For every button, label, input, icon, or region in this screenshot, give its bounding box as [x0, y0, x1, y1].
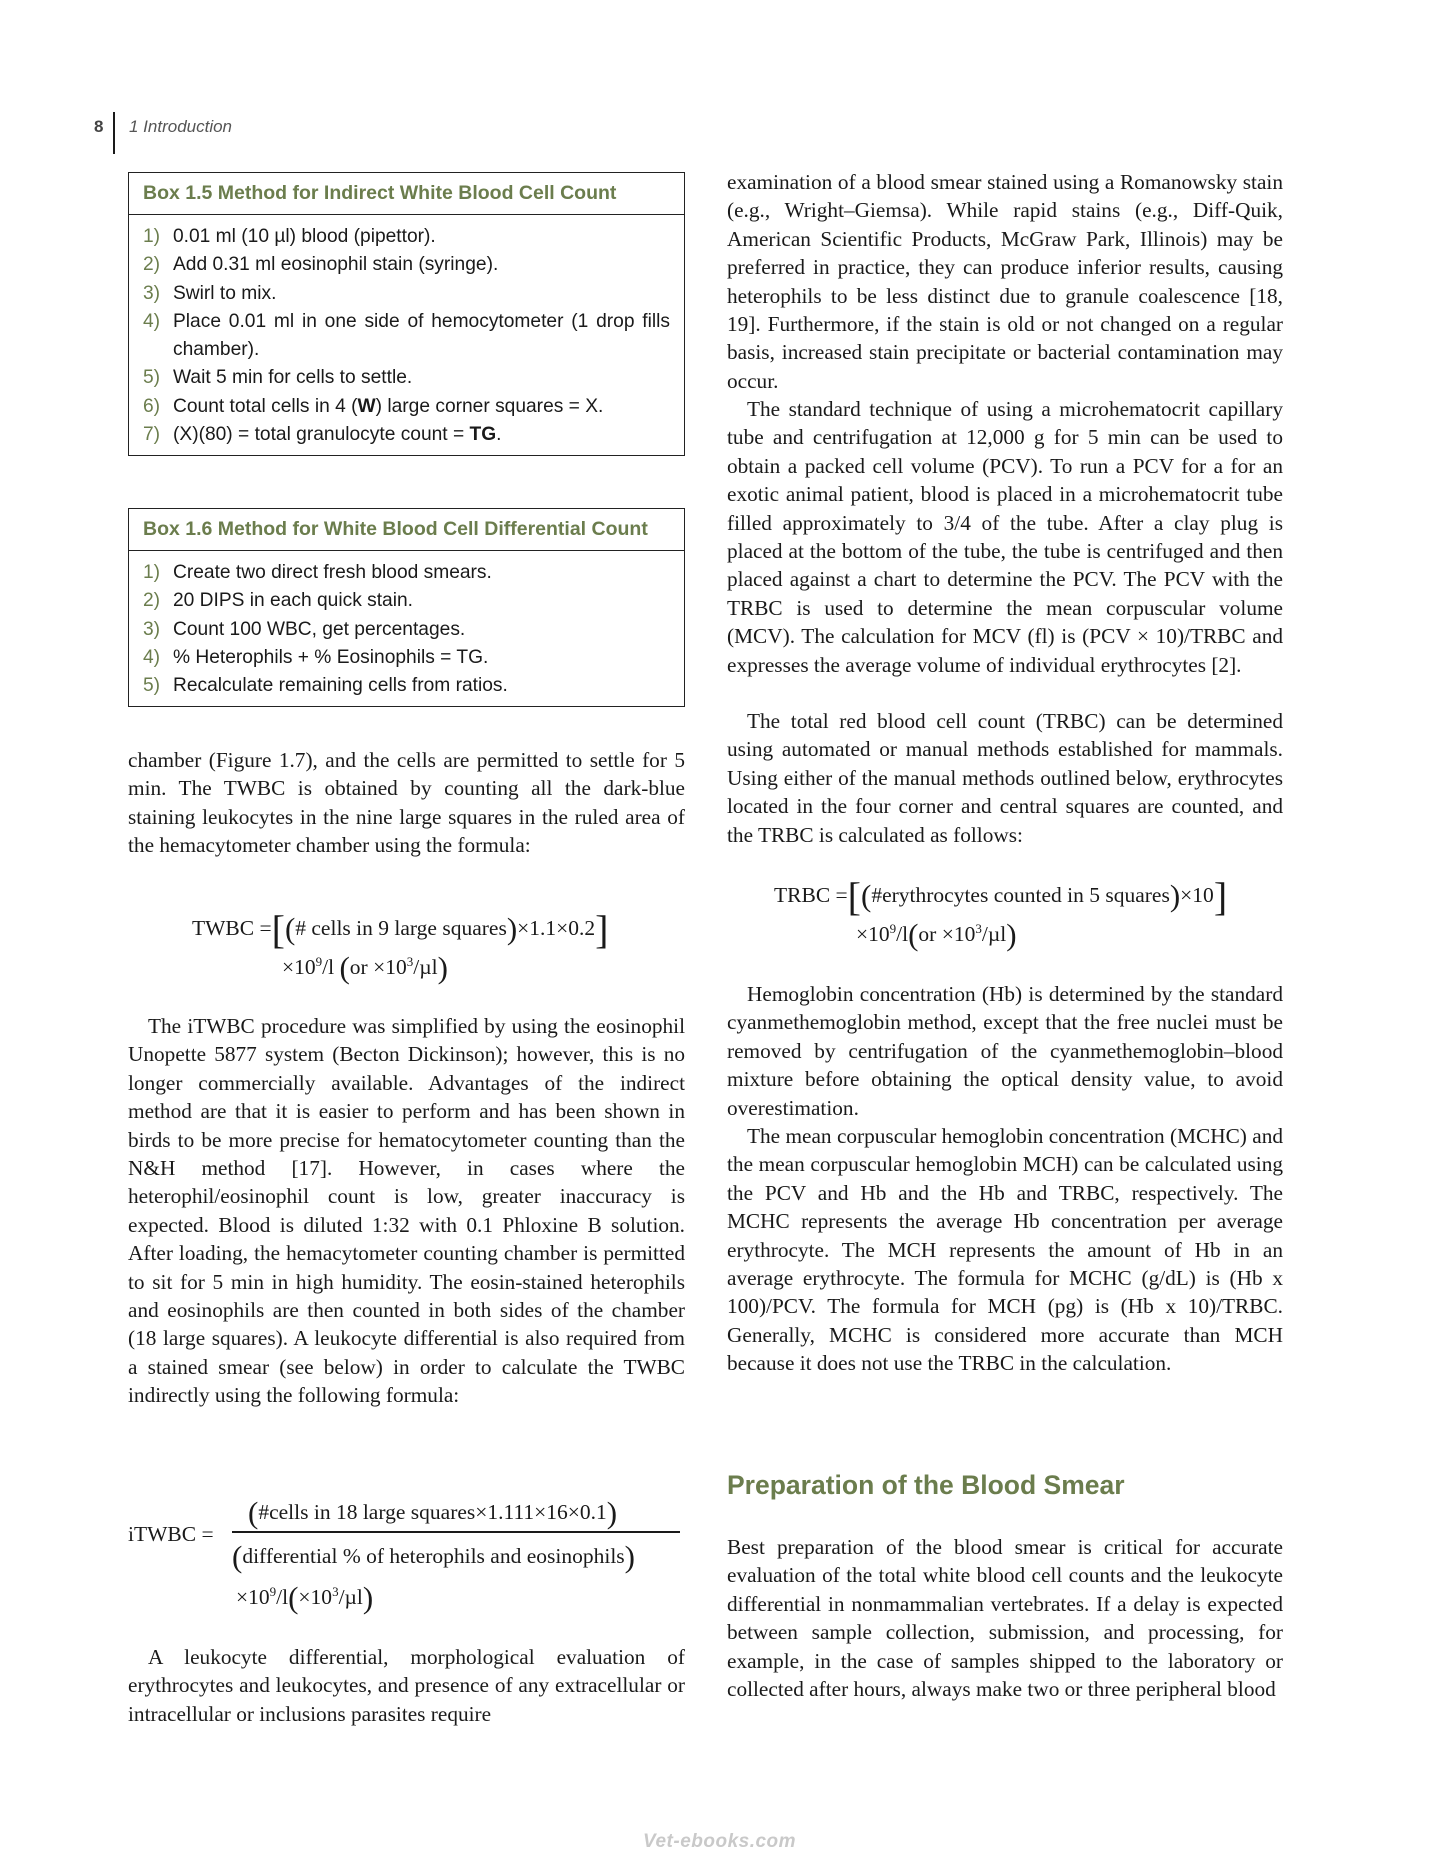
- box-1-6-title: Box 1.6 Method for White Blood Cell Differential Count: [129, 509, 684, 551]
- list-item: 1) 0.01 ml (10 µl) blood (pipettor).: [143, 226, 436, 247]
- list-item: 7) (X)(80) = total granulocyte count = TG.: [143, 424, 502, 446]
- right-paragraph-6: Best preparation of the blood smear is critical for accurate evaluation of the total white blood cell counts and the leukocyte differential in nonmammalian vertebrates. If a delay is expected between sample collection, submission, and processing, for example, in the case of samples shipped to the laboratory or collected after hours, always make two or three peripheral blood: [727, 1535, 1283, 1702]
- right-paragraph-5: The mean corpuscular hemoglobin concentration (MCHC) and the mean corpuscular hemoglobin MCH) can be calculated using the PCV and Hb and the Hb and TRBC, respectively. The MCHC represents the average Hb concentration per average erythrocyte. The MCH represents the amount of Hb in an average erythrocyte. The formula for MCHC (g/dL) is (Hb x 100)/PCV. The formula for MCH (pg) is (Hb x 10)/TRBC. Generally, MCHC is considered more accurate than MCH because it does not use the TRBC in the calculation.: [727, 1124, 1283, 1376]
- watermark-logo: Vet-ebooks.com: [643, 1831, 797, 1852]
- left-paragraph-2: The iTWBC procedure was simplified by using the eosinophil Unopette 5877 system (Becton Dickinson); however, this is no longer commercially available. Advantages of the indirect method are that it is easier to perform and has been shown in birds to be more precise for hematocytometer counting than the N&H method [17]. However, in cases where the heterophil/eosinophil count is low, greater inaccuracy is expected. Blood is diluted 1:32 with 0.1 Phloxine B solution. After loading, the hemacytometer counting chamber is permitted to sit for 5 min in high humidity. The eosin-stained heterophils and eosinophils are then counted in both sides of the chamber (18 large squares). A leukocyte differential is also required from a stained smear (see below) in order to calculate the TWBC indirectly using the following formula:: [128, 1014, 685, 1408]
- trbc-formula-line-2: $\times 10^9/l(or \times 10^3/\mu l)$: [856, 917, 1017, 952]
- header-divider: [113, 112, 115, 154]
- box-1-5-title: Box 1.5 Method for Indirect White Blood Cell Count: [129, 173, 684, 215]
- list-item: 3) Count 100 WBC, get percentages.: [143, 618, 466, 640]
- list-item: 2) Add 0.31 ml eosinophil stain (syringe).: [143, 254, 499, 276]
- itwbc-multiplier: $\times 10^9/l(\times 10^3/\mu l)$: [236, 1580, 374, 1615]
- list-item: 3) Swirl to mix.: [143, 282, 277, 304]
- list-item: 6) Count total cells in 4 (W) large corner squares = X.: [143, 395, 604, 417]
- right-paragraph-3: The total red blood cell count (TRBC) can be determined using automated or manual methods established for mammals. Using either of the manual methods outlined below, erythrocytes located in the four corner and central squares are counted, and the TRBC is calculated as follows:: [727, 709, 1283, 847]
- itwbc-lhs: iTWBC =: [128, 1522, 214, 1546]
- list-item: 4) Place 0.01 ml in one side of hemocytometer (1 drop fills chamber).: [143, 310, 670, 361]
- box-1-5-list: [129, 215, 684, 455]
- right-paragraph-4: Hemoglobin concentration (Hb) is determined by the standard cyanmethemoglobin method, except that the free nuclei must be removed by centrifugation of the cyanmethemoglobin–blood mixture before obtaining the optical density value, to avoid overestimation.: [727, 982, 1283, 1120]
- list-item: 4) % Heterophils + % Eosinophils = TG.: [143, 646, 489, 668]
- trbc-formula-line-1: TRBC =[(#erythrocytes counted in 5 squares)×10]: [774, 874, 1228, 919]
- left-paragraph-1: chamber (Figure 1.7), and the cells are permitted to settle for 5 min. The TWBC is obtained by counting all the dark-blue staining leukocytes in the nine large squares in the ruled area of the hemacytometer chamber using the formula:: [128, 748, 685, 858]
- left-paragraph-3: A leukocyte differential, morphological evaluation of erythrocytes and leukocytes, and presence of any extracellular or intracellular or inclusions parasites require: [128, 1645, 685, 1726]
- right-paragraph-1: examination of a blood smear stained using a Romanowsky stain (e.g., Wright–Giemsa). While rapid stains (e.g., Diff-Quik, American Scientific Products, McGraw Park, Illinois) may be preferred in practice, they can produce inferior results, causing heterophils to be less distinct due to granule coalescence [18, 19]. Furthermore, if the stain is old or not changed on a regular basis, increased stain precipitate or bacterial contamination may occur.: [727, 170, 1283, 393]
- itwbc-denominator: (differential % of heterophils and eosinophils): [232, 1539, 635, 1574]
- twbc-formula-line-1: TWBC =[(# cells in 9 large squares)×1.1×0.2]: [192, 907, 609, 952]
- list-item: 5) Recalculate remaining cells from ratios.: [143, 675, 508, 697]
- fraction-bar: [232, 1531, 680, 1533]
- twbc-formula-line-2: $\times 10^9/l$ $(or \times 10^3/\mu l)$: [282, 950, 448, 985]
- list-item: 2) 20 DIPS in each quick stain.: [143, 590, 413, 612]
- box-1-6: [128, 508, 685, 707]
- box-1-6-list: [129, 551, 684, 706]
- section-heading: Preparation of the Blood Smear: [727, 1470, 1125, 1500]
- itwbc-numerator: (#cells in 18 large squares×1.111×16×0.1): [248, 1495, 618, 1530]
- list-item: 5) Wait 5 min for cells to settle.: [143, 367, 413, 389]
- running-header: 1 Introduction: [129, 117, 233, 136]
- list-item: 1) Create two direct fresh blood smears.: [143, 562, 492, 583]
- right-paragraph-2: The standard technique of using a microhematocrit capillary tube and centrifugation at 12,000 g for 5 min can be used to obtain a packed cell volume (PCV). To run a PCV for a for an exotic animal patient, blood is placed in a microhematocrit tube filled approximately to 3/4 of the tube. After a clay plug is placed at the bottom of the tube, the tube is centrifuged and then placed against a chart to determine the PCV. The PCV with the TRBC is used to determine the mean corpuscular volume (MCV). The calculation for MCV (fl) is (PCV × 10)/TRBC and expresses the average volume of individual erythrocytes [2].: [727, 397, 1283, 677]
- page-number: 8: [94, 117, 104, 136]
- box-1-5: [128, 172, 685, 456]
